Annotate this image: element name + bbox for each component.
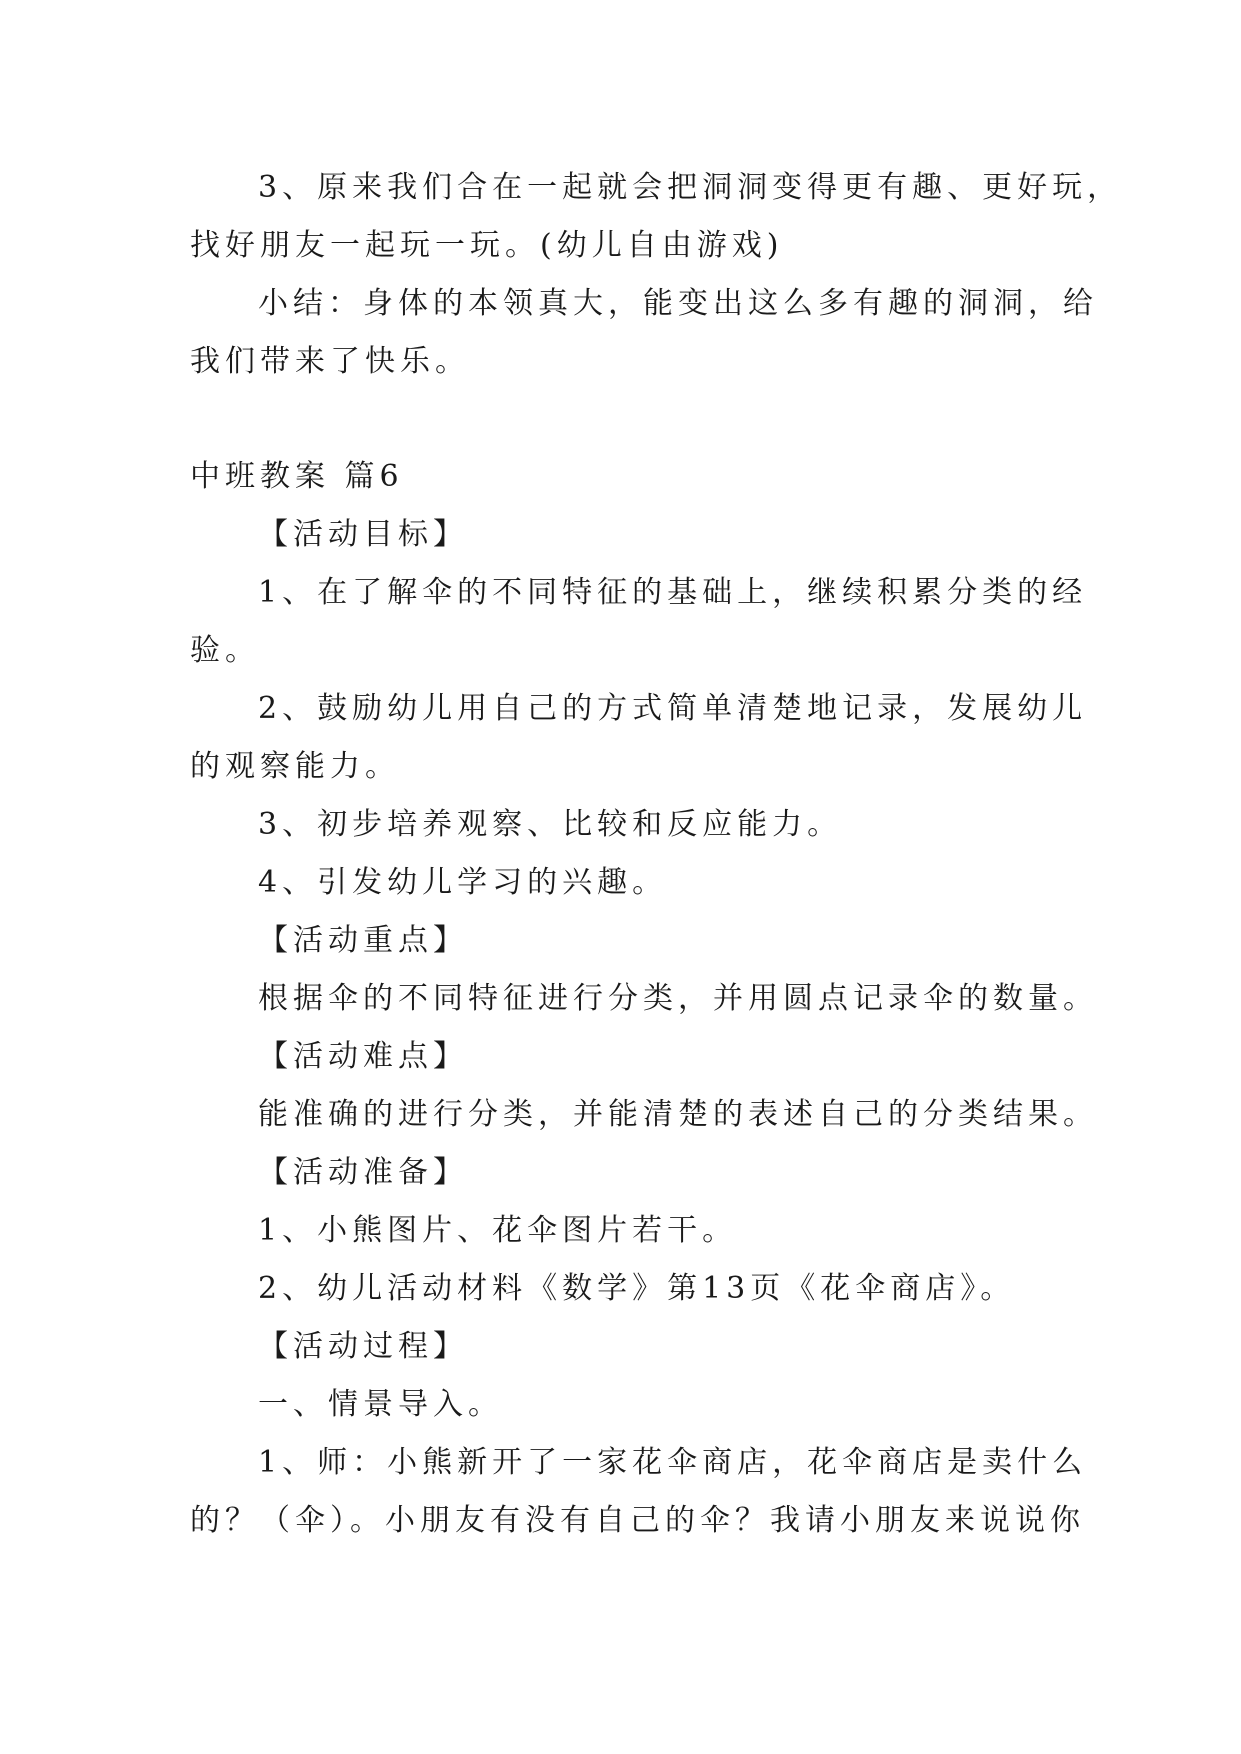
subheading: 【活动难点】 xyxy=(258,1039,468,1074)
paragraph-line: 我们带来了快乐。 xyxy=(190,344,470,379)
paragraph-line: 4、引发幼儿学习的兴趣。 xyxy=(258,865,668,900)
paragraph-line: 1、小熊图片、花伞图片若干。 xyxy=(258,1213,738,1248)
subheading: 【活动目标】 xyxy=(258,517,468,552)
subheading: 【活动重点】 xyxy=(258,923,468,958)
section-heading: 中班教案 篇6 xyxy=(190,459,404,494)
paragraph-line: 3、原来我们合在一起就会把洞洞变得更有趣、更好玩， xyxy=(258,170,1123,205)
paragraph-line: 能准确的进行分类，并能清楚的表述自己的分类结果。 xyxy=(258,1097,1098,1132)
paragraph-line: 1、师：小熊新开了一家花伞商店，花伞商店是卖什么 xyxy=(258,1445,1088,1480)
paragraph-line: 找好朋友一起玩一玩。(幼儿自由游戏) xyxy=(190,228,784,263)
paragraph-line: 的观察能力。 xyxy=(190,749,400,784)
paragraph-line: 的？（伞）。小朋友有没有自己的伞？我请小朋友来说说你 xyxy=(190,1503,1085,1538)
paragraph-line: 1、在了解伞的不同特征的基础上，继续积累分类的经 xyxy=(258,575,1088,610)
paragraph-line: 根据伞的不同特征进行分类，并用圆点记录伞的数量。 xyxy=(258,981,1098,1016)
paragraph-line: 3、初步培养观察、比较和反应能力。 xyxy=(258,807,843,842)
paragraph-line: 小结：身体的本领真大，能变出这么多有趣的洞洞，给 xyxy=(258,286,1098,321)
subheading: 【活动准备】 xyxy=(258,1155,468,1190)
subheading: 【活动过程】 xyxy=(258,1329,468,1364)
paragraph-line: 一、情景导入。 xyxy=(258,1387,503,1422)
paragraph-line: 验。 xyxy=(190,633,260,668)
paragraph-line: 2、鼓励幼儿用自己的方式简单清楚地记录，发展幼儿 xyxy=(258,691,1088,726)
paragraph-line: 2、幼儿活动材料《数学》第13页《花伞商店》。 xyxy=(258,1271,1016,1306)
